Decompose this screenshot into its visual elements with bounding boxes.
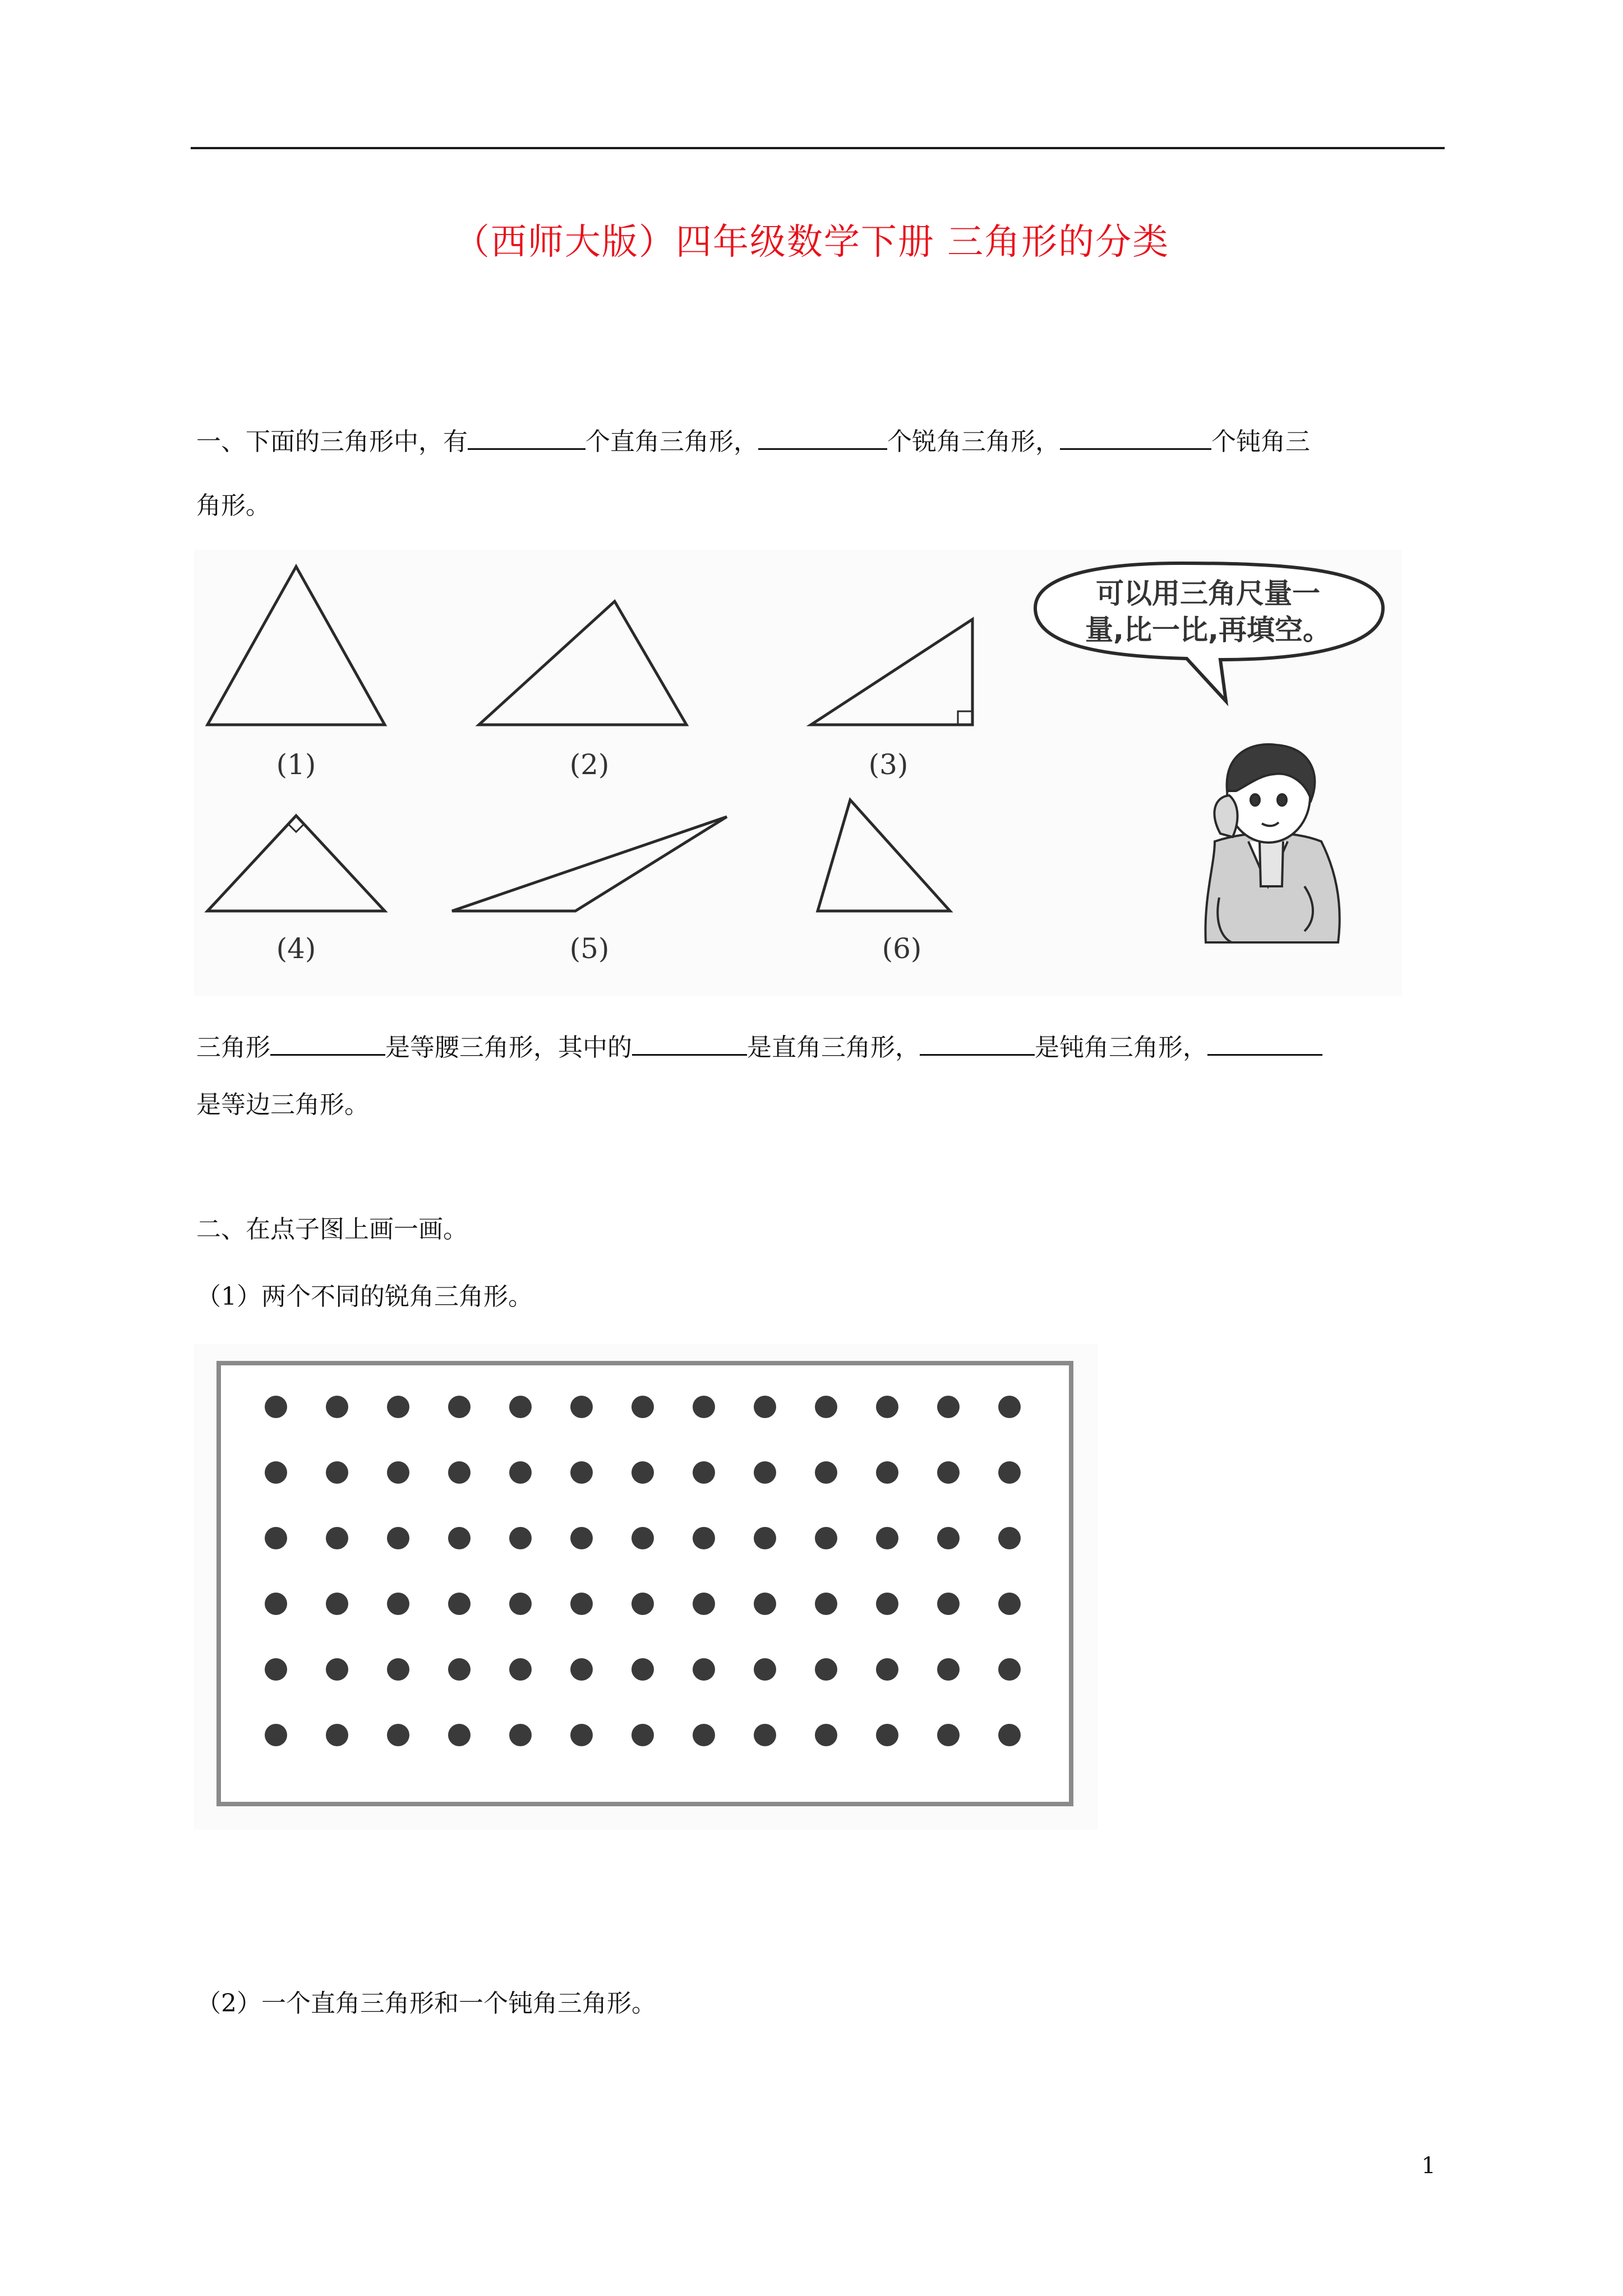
- grid-dot[interactable]: [937, 1396, 960, 1418]
- grid-dot[interactable]: [876, 1724, 898, 1746]
- question-1b-line-2: 是等边三角形。: [196, 1091, 369, 1119]
- triangle-1: [208, 567, 385, 725]
- grid-dot[interactable]: [754, 1658, 776, 1681]
- grid-dot[interactable]: [448, 1461, 471, 1484]
- question-1b-line-1: [196, 1031, 1322, 1065]
- answer-blank-obtuse-count[interactable]: [1060, 426, 1211, 450]
- grid-dot[interactable]: [265, 1593, 287, 1615]
- grid-dot[interactable]: [998, 1593, 1021, 1615]
- right-angle-mark-4: [288, 824, 304, 832]
- triangles-drawing: [194, 550, 1402, 996]
- grid-dot[interactable]: [509, 1724, 532, 1746]
- grid-dot[interactable]: [387, 1658, 409, 1681]
- grid-dot[interactable]: [998, 1461, 1021, 1484]
- grid-dot[interactable]: [754, 1396, 776, 1418]
- grid-dot[interactable]: [448, 1396, 471, 1418]
- grid-dot[interactable]: [509, 1658, 532, 1681]
- grid-dot[interactable]: [570, 1527, 593, 1549]
- grid-dot[interactable]: [570, 1396, 593, 1418]
- grid-dot[interactable]: [693, 1396, 715, 1418]
- grid-dot[interactable]: [509, 1461, 532, 1484]
- grid-dot[interactable]: [265, 1461, 287, 1484]
- question-2-heading: 二、在点子图上画一画。: [196, 1215, 468, 1244]
- grid-dot[interactable]: [876, 1593, 898, 1615]
- grid-dot[interactable]: [937, 1527, 960, 1549]
- grid-dot[interactable]: [448, 1593, 471, 1615]
- grid-dot[interactable]: [509, 1593, 532, 1615]
- question-1b-text-4: 是钝角三角形，: [1035, 1033, 1207, 1062]
- bubble-text-2: 量,比一比,再填空。: [1085, 614, 1331, 646]
- triangle-2: [479, 601, 686, 725]
- grid-dot[interactable]: [815, 1593, 837, 1615]
- grid-dot[interactable]: [754, 1527, 776, 1549]
- triangle-4: [208, 816, 385, 911]
- grid-dot[interactable]: [693, 1593, 715, 1615]
- grid-dot[interactable]: [693, 1658, 715, 1681]
- triangle-label-1: (1): [276, 748, 316, 781]
- grid-dot[interactable]: [815, 1461, 837, 1484]
- answer-blank-equilateral[interactable]: [1207, 1032, 1322, 1056]
- grid-dot[interactable]: [448, 1658, 471, 1681]
- grid-dot[interactable]: [876, 1396, 898, 1418]
- grid-dot[interactable]: [815, 1527, 837, 1549]
- grid-dot[interactable]: [631, 1593, 654, 1615]
- grid-dot[interactable]: [326, 1396, 348, 1418]
- grid-dot[interactable]: [326, 1658, 348, 1681]
- grid-dot[interactable]: [387, 1396, 409, 1418]
- right-angle-mark-3: [958, 711, 972, 725]
- grid-dot[interactable]: [631, 1396, 654, 1418]
- question-1-text-acute: 个锐角三角形，: [887, 427, 1060, 456]
- grid-dot[interactable]: [815, 1658, 837, 1681]
- boy-illustration: [1205, 744, 1339, 942]
- grid-dot[interactable]: [570, 1461, 593, 1484]
- grid-dot[interactable]: [998, 1724, 1021, 1746]
- grid-dot[interactable]: [631, 1527, 654, 1549]
- answer-blank-isosceles[interactable]: [270, 1032, 385, 1056]
- answer-blank-obtuse[interactable]: [920, 1032, 1035, 1056]
- header-rule: [191, 147, 1445, 149]
- grid-dot[interactable]: [998, 1658, 1021, 1681]
- question-1-text-right: 个直角三角形，: [585, 427, 758, 456]
- bubble-text-1: 可以用三角尺量一: [1096, 577, 1320, 610]
- question-1-prefix: 一、下面的三角形中，有: [196, 427, 468, 456]
- grid-dot[interactable]: [509, 1396, 532, 1418]
- grid-dot[interactable]: [876, 1527, 898, 1549]
- grid-dot[interactable]: [265, 1658, 287, 1681]
- grid-dot[interactable]: [265, 1396, 287, 1418]
- grid-dot[interactable]: [509, 1527, 532, 1549]
- grid-dot[interactable]: [387, 1724, 409, 1746]
- grid-dot[interactable]: [815, 1724, 837, 1746]
- triangle-5: [452, 817, 727, 911]
- triangle-6: [818, 800, 950, 911]
- grid-dot[interactable]: [387, 1461, 409, 1484]
- question-1b-text-1: 三角形: [196, 1033, 270, 1062]
- grid-dot[interactable]: [876, 1658, 898, 1681]
- page-title: （西师大版）四年级数学下册 三角形的分类: [453, 222, 1170, 263]
- triangle-label-2: (2): [569, 748, 610, 781]
- grid-dot[interactable]: [326, 1527, 348, 1549]
- grid-dot[interactable]: [265, 1527, 287, 1549]
- question-2-sub-2: （2）一个直角三角形和一个钝角三角形。: [196, 1989, 656, 2018]
- grid-dot[interactable]: [937, 1658, 960, 1681]
- triangles-figure: [194, 550, 1402, 996]
- grid-dot[interactable]: [631, 1658, 654, 1681]
- triangle-label-6: (6): [882, 932, 922, 965]
- grid-dot[interactable]: [876, 1461, 898, 1484]
- grid-dot[interactable]: [570, 1658, 593, 1681]
- grid-dot[interactable]: [937, 1461, 960, 1484]
- triangle-label-3: (3): [868, 748, 909, 781]
- grid-dot[interactable]: [387, 1593, 409, 1615]
- grid-dot[interactable]: [815, 1396, 837, 1418]
- grid-dot[interactable]: [326, 1461, 348, 1484]
- answer-blank-acute-count[interactable]: [758, 426, 887, 450]
- triangle-label-4: (4): [276, 932, 316, 965]
- question-1-text-obtuse: 个钝角三: [1211, 427, 1310, 456]
- grid-dot[interactable]: [693, 1461, 715, 1484]
- grid-dot[interactable]: [448, 1724, 471, 1746]
- question-1b-text-2: 是等腰三角形，其中的: [385, 1033, 632, 1062]
- grid-dot[interactable]: [387, 1527, 409, 1549]
- grid-dot[interactable]: [326, 1724, 348, 1746]
- grid-dot[interactable]: [754, 1593, 776, 1615]
- answer-blank-right[interactable]: [632, 1032, 747, 1056]
- dot-grid-figure: [194, 1344, 1098, 1830]
- question-1-line-2: 角形。: [196, 491, 270, 520]
- grid-dot[interactable]: [754, 1461, 776, 1484]
- dot-grid[interactable]: [194, 1344, 1098, 1830]
- grid-dot[interactable]: [937, 1724, 960, 1746]
- triangle-label-5: (5): [569, 932, 610, 965]
- speech-bubble: [1035, 563, 1383, 701]
- question-1-line-1: [196, 425, 1310, 459]
- answer-blank-right-count[interactable]: [468, 426, 585, 450]
- question-2-sub-1: （1）两个不同的锐角三角形。: [196, 1282, 533, 1311]
- grid-dot[interactable]: [937, 1593, 960, 1615]
- grid-dot[interactable]: [631, 1461, 654, 1484]
- grid-dot[interactable]: [448, 1527, 471, 1549]
- grid-dot[interactable]: [693, 1724, 715, 1746]
- grid-dot[interactable]: [570, 1593, 593, 1615]
- grid-dot[interactable]: [265, 1724, 287, 1746]
- grid-dot[interactable]: [326, 1593, 348, 1615]
- grid-dot[interactable]: [998, 1396, 1021, 1418]
- grid-dot[interactable]: [693, 1527, 715, 1549]
- grid-dot[interactable]: [754, 1724, 776, 1746]
- triangle-3: [811, 619, 972, 725]
- grid-dot[interactable]: [570, 1724, 593, 1746]
- grid-dot[interactable]: [998, 1527, 1021, 1549]
- grid-dot[interactable]: [631, 1724, 654, 1746]
- page-number: 1: [1421, 2153, 1436, 2179]
- question-1b-text-3: 是直角三角形，: [747, 1033, 920, 1062]
